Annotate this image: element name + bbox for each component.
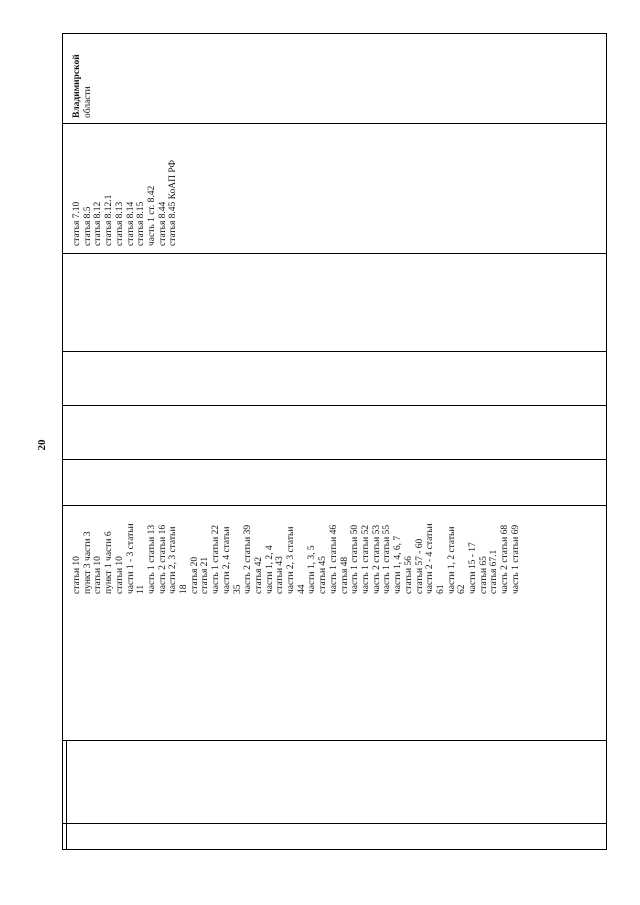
koap-line: статья 8.12.1 [104,194,115,246]
koap-line: статья 8.45 КоАП РФ [168,159,179,246]
article-line: 18 [179,584,190,594]
article-line: части 2, 4 статьи [221,526,232,594]
article-line: 61 [435,584,446,594]
region-cell [72,54,93,118]
article-line: части 1, 4, 6, 7 [393,535,404,594]
article-line: части 2, 3 статьи [286,526,297,594]
article-line: статьи 43 [275,556,286,594]
article-line: часть 1 статьи 22 [211,524,222,594]
koap-line: статья 8.13 [114,201,125,246]
article-line: статьи 10 [93,556,104,594]
row-divider [62,351,607,352]
law-articles-cell [72,523,522,594]
article-line: статья 20 [189,556,200,594]
article-line: пункт 1 части 6 [104,531,115,594]
koap-line: статья 8.14 [125,201,136,246]
koap-line: статья 8.12 [93,201,104,246]
article-line: статья 21 [200,556,211,594]
koap-line: статья 8.5 [82,206,93,246]
article-line: статьи 56 [403,556,414,594]
article-line: часть 2 статьи 53 [371,524,382,594]
article-line: статья 48 [339,556,350,594]
row-divider [62,505,607,506]
article-line: часть 1 статьи 46 [328,524,339,594]
koap-line: статья 7.10 [72,201,82,246]
article-line: части 1, 2, 4 [264,545,275,594]
article-line: части 15 - 17 [468,542,479,594]
article-line: часть 1 статьи 55 [382,524,393,594]
article-line: часть 1 статьи 69 [510,524,521,594]
article-line: часть 2 статьи 16 [157,524,168,594]
article-line: статьи 10 [72,556,82,594]
article-line: статьи 45 [318,556,329,594]
article-line: статьи 57 - 60 [414,538,425,594]
article-line: 44 [296,584,307,594]
article-line: часть 1 статьи 13 [146,524,157,594]
article-line: части 1, 3, 5 [307,545,318,594]
article-line: статьи 65 [478,556,489,594]
row-divider [62,123,607,124]
article-line: части 2, 3 статьи [168,526,179,594]
article-line: 11 [136,584,147,594]
row-divider [62,253,607,254]
article-line: статья 42 [253,556,264,594]
row-divider [62,459,607,460]
article-line: 62 [457,584,468,594]
koap-articles-cell [72,160,179,246]
article-line: часть 2 статьи 68 [500,524,511,594]
article-line: 35 [232,584,243,594]
article-line: статьи 10 [114,556,125,594]
page-number: 20 [36,439,48,451]
article-line: статья 67.1 [489,549,500,594]
article-line: пункт 3 части 3 [82,531,93,594]
region-line: Владимирской [72,54,82,118]
article-line: часть 1 статьи 52 [360,524,371,594]
koap-line: статья 8.44 [157,201,168,246]
article-line: части 1, 2 статьи [446,526,457,594]
article-line: часть 1 статьи 50 [350,524,361,594]
table-frame [62,33,607,850]
article-line: части 1 - 3 статьи [125,523,136,594]
column-divider [66,740,67,850]
article-line: часть 2 статьи 39 [243,524,254,594]
koap-line: часть 1 ст. 8.42 [146,185,157,246]
koap-line: статья 8.15 [136,201,147,246]
region-line: области [82,86,93,118]
row-divider [62,823,607,824]
row-divider [62,405,607,406]
article-line: части 2 - 4 статьи [425,523,436,594]
row-divider [62,740,607,741]
